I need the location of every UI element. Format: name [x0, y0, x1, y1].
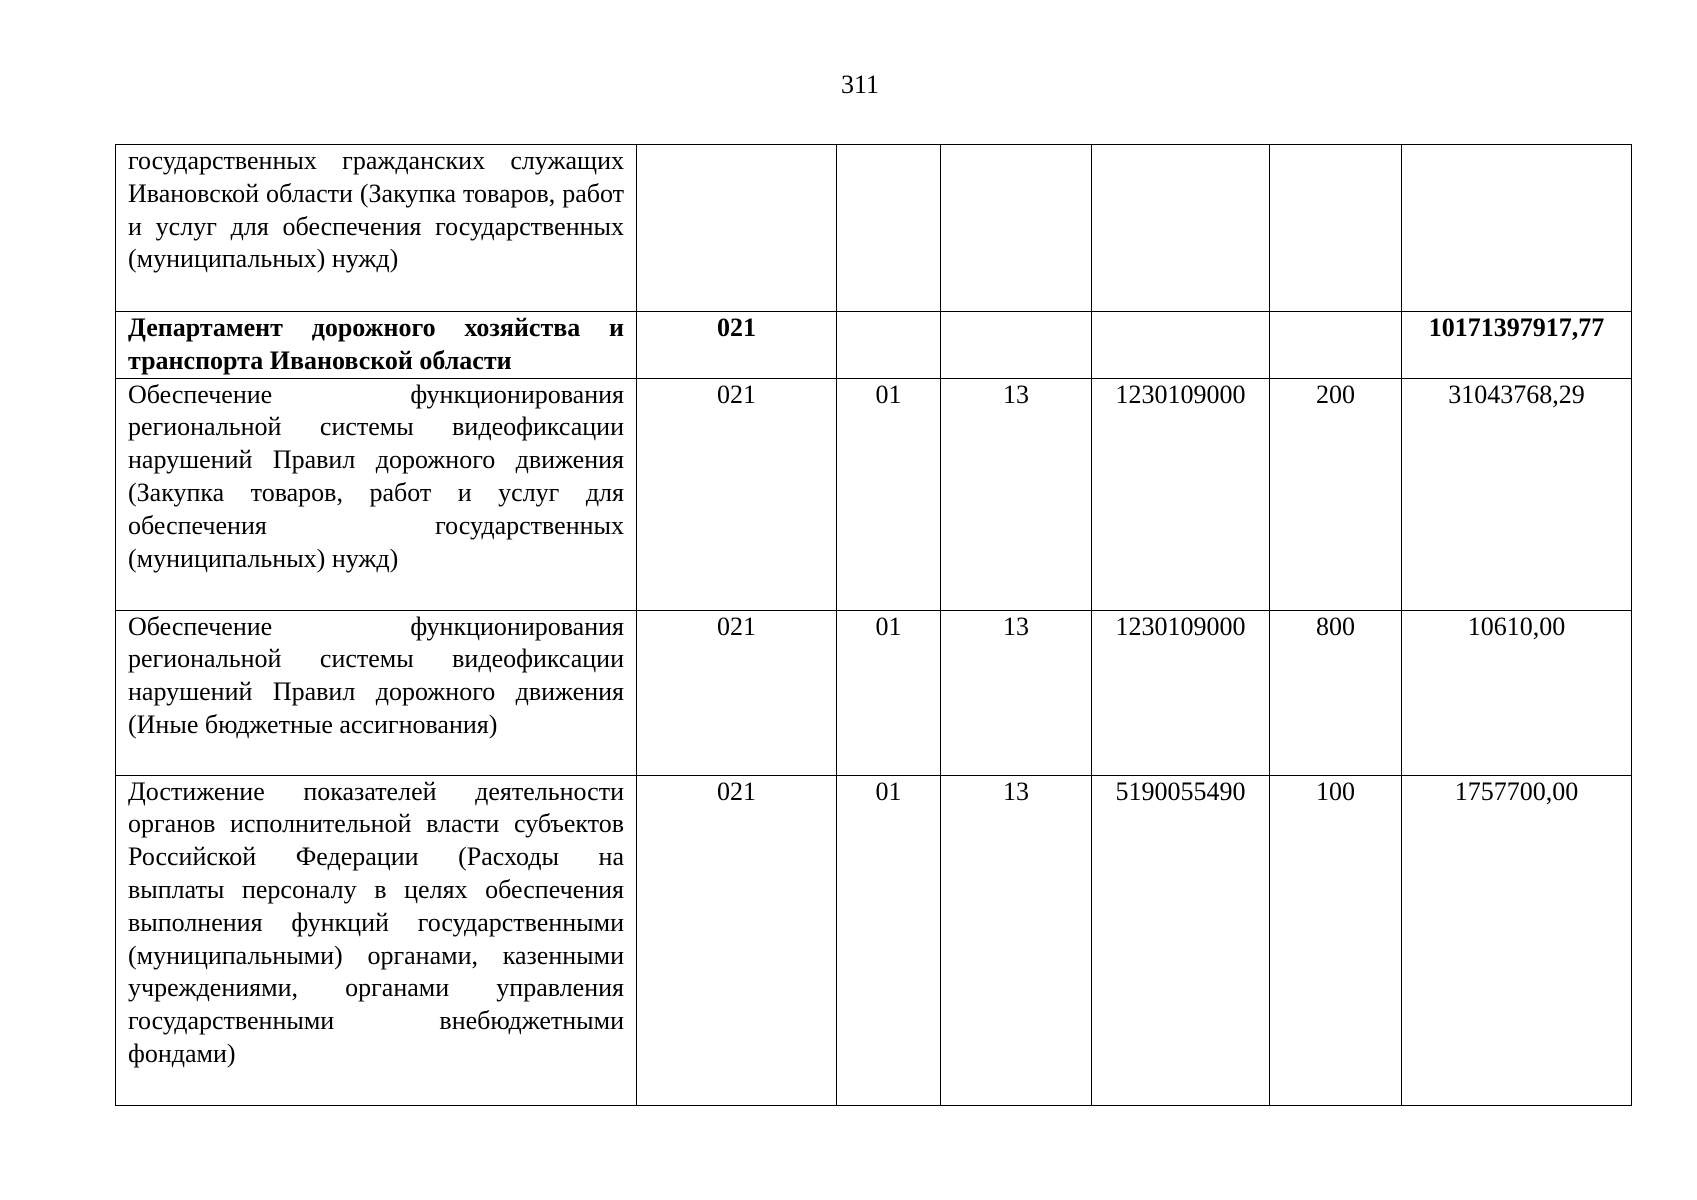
row-name-cell: Обеспечение функционирования региональной системы видеофиксации нарушений Правил дорожного движения (Закупка товаров, работ и услуг для обеспечения государственных (муниципальных) нужд) [116, 378, 637, 610]
subsection-code-cell [941, 145, 1092, 312]
amount-cell: 10610,00 [1402, 610, 1632, 775]
table-row [116, 378, 1632, 610]
amount-cell: 10171397917,77 [1402, 312, 1632, 379]
subsection-code-cell: 13 [941, 775, 1092, 1105]
table-row-department [116, 312, 1632, 379]
section-code-cell [837, 312, 941, 379]
expense-type-cell: 800 [1270, 610, 1402, 775]
subsection-code-cell [941, 312, 1092, 379]
section-code-cell [837, 145, 941, 312]
amount-cell: 31043768,29 [1402, 378, 1632, 610]
budget-table [115, 144, 1632, 1106]
row-name-cell: государственных гражданских служащих Ивановской области (Закупка товаров, работ и услуг для обеспечения государственных (муниципальных) нужд) [116, 145, 637, 312]
subsection-code-cell: 13 [941, 378, 1092, 610]
subsection-code-cell: 13 [941, 610, 1092, 775]
table-row [116, 775, 1632, 1105]
row-name-cell: Обеспечение функционирования региональной системы видеофиксации нарушений Правил дорожного движения (Иные бюджетные ассигнования) [116, 610, 637, 775]
expense-type-cell [1270, 145, 1402, 312]
row-name-cell: Достижение показателей деятельности органов исполнительной власти субъектов Российской Федерации (Расходы на выплаты персоналу в целях обеспечения выполнения функций государственными (муниципальными) органами, казенными учреждениями, органами управления государственными внебюджетными фондами) [116, 775, 637, 1105]
expense-type-cell [1270, 312, 1402, 379]
page-number: 311 [840, 70, 880, 99]
target-article-cell: 1230109000 [1092, 610, 1270, 775]
ministry-code-cell: 021 [637, 378, 837, 610]
target-article-cell: 1230109000 [1092, 378, 1270, 610]
row-name-cell: Департамент дорожного хозяйства и транспорта Ивановской области [116, 312, 637, 379]
target-article-cell: 5190055490 [1092, 775, 1270, 1105]
ministry-code-cell: 021 [637, 312, 837, 379]
section-code-cell: 01 [837, 775, 941, 1105]
table-row [116, 145, 1632, 312]
ministry-code-cell: 021 [637, 610, 837, 775]
target-article-cell [1092, 312, 1270, 379]
amount-cell: 1757700,00 [1402, 775, 1632, 1105]
amount-cell [1402, 145, 1632, 312]
ministry-code-cell [637, 145, 837, 312]
ministry-code-cell: 021 [637, 775, 837, 1105]
target-article-cell [1092, 145, 1270, 312]
section-code-cell: 01 [837, 378, 941, 610]
table-row [116, 610, 1632, 775]
section-code-cell: 01 [837, 610, 941, 775]
expense-type-cell: 100 [1270, 775, 1402, 1105]
expense-type-cell: 200 [1270, 378, 1402, 610]
